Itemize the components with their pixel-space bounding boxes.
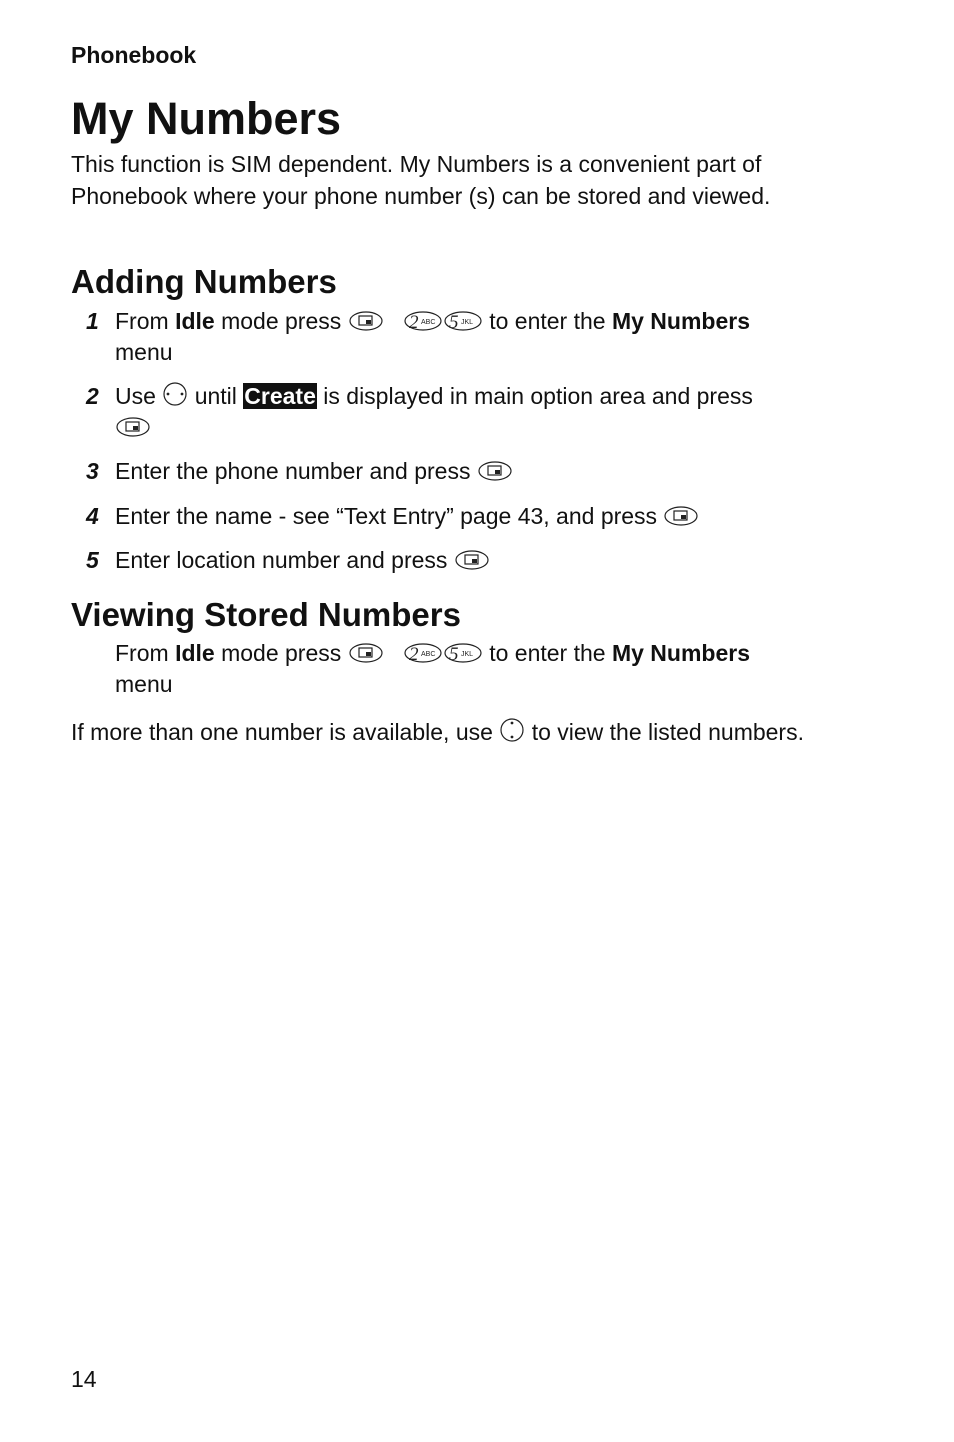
menu-key-icon [663,505,699,527]
viewing-numbers-heading: Viewing Stored Numbers [71,596,461,633]
section-label: Phonebook [71,42,197,68]
paragraph-text: If more than one number is available, use [71,719,493,745]
step-text: to enter the [482,308,612,334]
my-numbers-label: My Numbers [611,308,750,334]
step-text: menu [115,339,173,365]
menu-key-icon [454,549,490,571]
idle-label: Idle [175,308,215,334]
key-letters: ABC [420,651,436,658]
step-text: Enter the name - see “Text Entry” page 43, and press [115,503,658,529]
key-2-abc-icon [403,642,443,664]
step-number: 1 [86,308,99,334]
key-5-jkl-icon [443,642,483,664]
paragraph-text: to view the listed numbers. [531,719,804,745]
menu-key-icon [477,460,513,482]
step-text: Enter location number and press [115,547,448,573]
key-digit: 5 [448,644,459,664]
step-text: to enter the [482,640,612,666]
key-letters: JKL [460,319,473,326]
key-letters: JKL [460,651,473,658]
my-numbers-label: My Numbers [611,640,750,666]
key-digit: 2 [408,312,419,332]
page-title: My Numbers [71,93,342,144]
step-number: 3 [86,458,99,484]
menu-key-icon [348,642,384,664]
step-text: until [194,383,237,409]
step-text: mode press [214,640,342,666]
key-2-abc-icon [403,310,443,332]
intro-paragraph: This function is SIM dependent. My Numbers is a convenient part of Phonebook where your phone number (s) can be stored and viewed. [71,151,771,209]
nav-left-right-icon [162,381,188,407]
idle-label: Idle [175,640,215,666]
step-text: From [115,640,176,666]
step-number: 4 [86,503,99,529]
key-digit: 5 [448,312,459,332]
step-text: menu [115,671,173,697]
scroll-instructions [71,717,851,749]
step-text: From [115,308,176,334]
menu-key-icon [115,416,151,438]
adding-numbers-heading: Adding Numbers [71,263,337,300]
key-digit: 2 [408,644,419,664]
nav-up-down-icon [499,717,525,743]
key-letters: ABC [420,319,436,326]
create-option-highlight: Create [244,383,316,409]
step-number: 5 [86,547,99,573]
key-5-jkl-icon [443,310,483,332]
step-text: Use [115,383,156,409]
step-number: 2 [86,383,99,409]
step-text: is displayed in main option area and press [316,383,753,409]
page-number: 14 [71,1366,97,1392]
step-text: mode press [214,308,342,334]
menu-key-icon [348,310,384,332]
step-text: Enter the phone number and press [115,458,471,484]
